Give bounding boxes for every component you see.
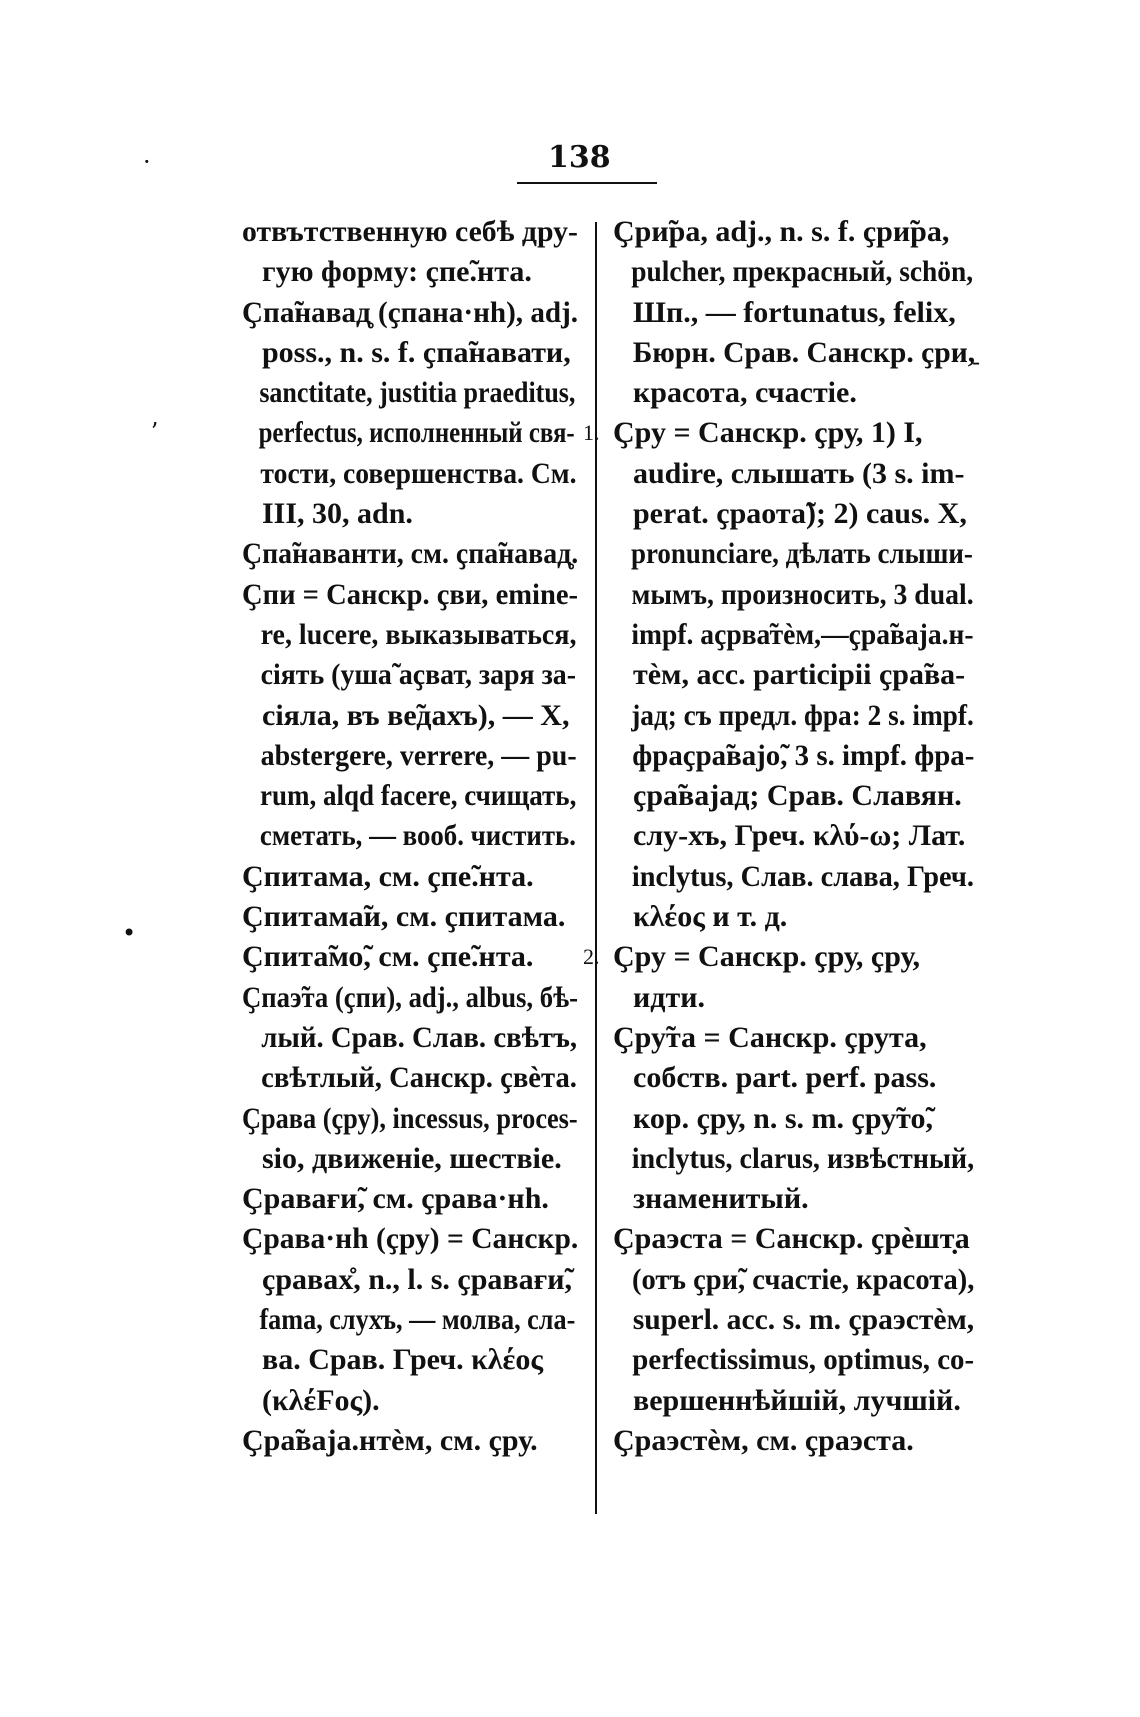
page-number: 138: [548, 140, 611, 175]
entry-line: лый. Срав. Слав. свѣтъ,: [261, 1020, 578, 1054]
dictionary-entry: [613, 1421, 975, 1461]
right-column: [583, 212, 976, 1461]
entry-line: свѣтлый, Санскр. ҫвѐта.: [261, 1061, 577, 1095]
stray-tick: ʼ: [150, 418, 158, 446]
entry-line: ҫра̃вајад; Срав. Славян.: [633, 779, 962, 813]
entry-line: Ҫпаэ̃та (ҫпи), adj., albus, бѣ-: [242, 980, 578, 1014]
entry-line: (отъ ҫри̃, счастiе, красота),: [632, 1262, 975, 1296]
entry-line: Ҫрава·нh (ҫру) = Санскр.: [242, 1222, 579, 1256]
dictionary-entry: [242, 937, 578, 977]
dictionary-entry: [613, 1219, 975, 1420]
dictionary-entry: [613, 1018, 975, 1219]
entry-line: Ҫру = Санскр. ҫру, ҫру,: [613, 940, 920, 974]
entry-line: impf. аҫрва̃тѐм,—ҫра̃ваја.н-: [631, 617, 974, 651]
entry-line: audire, слышать (3 s. im-: [633, 456, 965, 490]
entry-line: Ҫру̃та = Санскр. ҫрута,: [613, 1020, 927, 1054]
dictionary-entry: [242, 897, 578, 937]
entry-line: сiять (уша̃ аҫват, заря за-: [260, 658, 577, 692]
entry-line: тости, совершенства. См.: [260, 456, 577, 490]
dictionary-entry: [242, 1179, 578, 1219]
dictionary-entry: [242, 857, 578, 897]
entry-line: знаменитый.: [633, 1182, 809, 1216]
entry-number: 2.: [583, 944, 600, 970]
entry-line: abstergere, verrere, — pu-: [260, 738, 577, 772]
entry-line: fama, слухъ, — молва, сла-: [259, 1303, 576, 1337]
header-rule: [517, 182, 657, 184]
entry-line: Ҫра̃ваја.нтѐм, см. ҫру.: [242, 1423, 538, 1457]
entry-line: poss., n. s. f. ҫпа̃навати,: [262, 335, 571, 369]
entry-line: фраҫра̃вајо̃, 3 s. impf. фра-: [632, 738, 975, 772]
dictionary-entry: [242, 978, 578, 1099]
stray-dot: ·: [143, 148, 151, 176]
entry-line: sio, движенiе, шествiе.: [262, 1141, 562, 1175]
entry-line: сiяла, въ ве̃дахъ), — X,: [262, 698, 570, 732]
entry-line: Ҫпи = Санскр. ҫви, emine-: [242, 577, 579, 611]
dictionary-entry: [613, 212, 975, 413]
entry-line: сметать, — вооб. чистить.: [259, 819, 576, 853]
dictionary-entry: [242, 534, 578, 574]
entry-line: ҫравах̊, n., l. s. ҫравағи̃,: [262, 1262, 573, 1296]
dictionary-entry: [242, 1219, 578, 1420]
entry-line: собств. part. perf. pass.: [633, 1061, 937, 1095]
entry-line: Ҫравағи̃, см. ҫрава·нh.: [242, 1182, 549, 1216]
entry-line: κλέος и т. д.: [633, 900, 788, 934]
entry-line: perat. ҫраота̃); 2) caus. X,: [633, 497, 967, 531]
entry-line: тѐм, acc. participii ҫра̃ва-: [633, 658, 966, 692]
margin-bullet: •: [122, 919, 137, 947]
entry-line: inclytus, Слав. слава, Греч.: [631, 859, 974, 893]
entry-line: (κλέϜος).: [262, 1383, 380, 1417]
entry-line: кор. ҫру, n. s. m. ҫру̃то̃,: [633, 1101, 933, 1135]
entry-line: Ҫру = Санскр. ҫру, 1) I,: [613, 416, 923, 450]
entry-line: Ҫраэстѐм, см. ҫраэста.: [613, 1423, 914, 1457]
entry-line: Ҫпитама, см. ҫпе̃.нта.: [242, 859, 534, 893]
dictionary-entry: [242, 575, 578, 857]
left-column: [242, 212, 578, 1461]
entry-line: Шп., — fortunatus, felix,: [633, 295, 956, 329]
entry-number: 1.: [583, 420, 600, 446]
entry-line: отвътственную себѣ дру-: [242, 215, 578, 248]
dictionary-entry: [242, 1099, 578, 1180]
entry-line: гую форму: ҫпе̃.нта.: [262, 255, 532, 289]
entry-line: pulcher, прекрасный, schön,: [631, 255, 974, 289]
stray-dash: -: [972, 348, 981, 376]
entry-line: perfectus, исполненный свя-: [258, 416, 575, 450]
dictionary-entry: [583, 413, 975, 937]
entry-line: perfectissimus, optimus, со-: [632, 1343, 975, 1377]
entry-line: sanctitate, justitia praeditus,: [259, 376, 576, 410]
entry-line: III, 30, adn.: [262, 497, 413, 531]
entry-line: красота, счастiе.: [633, 376, 857, 410]
entry-line: Ҫраэста = Санскр. ҫрѐшт̣а: [613, 1222, 970, 1256]
dictionary-entry: [583, 937, 975, 1018]
entry-line: superl. acc. s. m. ҫраэстѐм,: [632, 1303, 975, 1337]
dictionary-entry: [242, 293, 578, 535]
entry-line: мымъ, произносить, 3 dual.: [631, 577, 974, 611]
entry-line: Ҫпитама̃и, см. ҫпитама.: [242, 900, 566, 934]
entry-line: Ҫпа̃навад̥ (ҫпана·нh), adj.: [242, 295, 579, 329]
dictionary-entry: [242, 212, 578, 293]
entry-line: inclytus, clarus, извѣстный,: [631, 1141, 975, 1175]
entry-line: Ҫри̃ра, adj., n. s. f. ҫри̃ра,: [613, 215, 950, 248]
entry-line: слу-хъ, Греч. κλύ-ω; Лат.: [633, 819, 966, 853]
entry-line: pronunciare, дѣлать слыши-: [630, 537, 973, 571]
entry-line: ва. Срав. Греч. κλέος: [262, 1343, 543, 1377]
entry-line: Ҫпа̃наванти, см. ҫпа̃навад̥.: [242, 537, 579, 571]
entry-line: re, lucere, выказываться,: [260, 617, 577, 651]
entry-line: Бюрн. Срав. Санскр. ҫри,: [632, 335, 976, 369]
entry-line: Ҫпита̃мо̃, см. ҫпе̃.нта.: [242, 940, 534, 974]
entry-line: јад; съ предл. фра: 2 s. impf.: [631, 698, 974, 732]
dictionary-entry: [242, 1421, 578, 1461]
entry-line: rum, alqd facere, счищать,: [260, 779, 577, 813]
entry-line: вершеннѣйшiй, лучшiй.: [633, 1383, 961, 1417]
entry-line: идти.: [633, 980, 705, 1014]
entry-line: Ҫрава (ҫру), incessus, proces-: [242, 1101, 578, 1135]
